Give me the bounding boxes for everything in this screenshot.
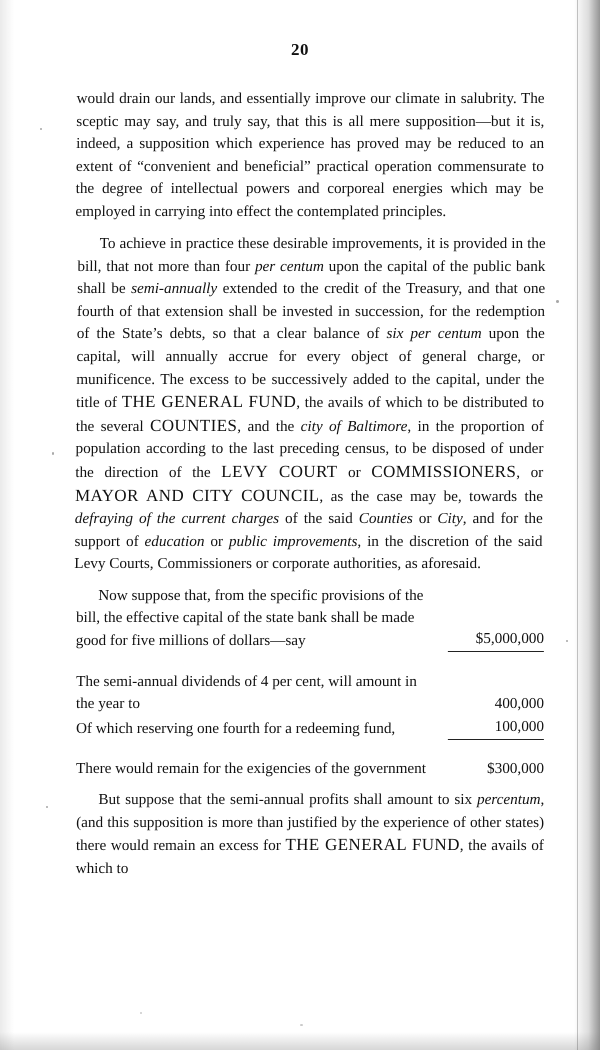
text-run-italic: per centum — [254, 257, 324, 275]
margin-speck — [566, 640, 568, 642]
scan-edge-bottom — [0, 1032, 600, 1050]
text-run-italic-percentum: percentum — [476, 791, 541, 809]
text-run-caps-general-fund: THE GENERAL FUND — [121, 391, 297, 411]
paragraph-bill-provisions — [74, 233, 546, 576]
text-run: To achieve in practice these desirable improvements, it is provided in the bill, that not more than four — [77, 234, 546, 275]
text-run: , (and this supposition is more than justified by the experience of other states) there would remain an excess for — [75, 791, 545, 855]
text-run: of the said — [278, 509, 359, 527]
text-run-italic-counties: Counties — [358, 509, 413, 527]
text-run: But suppose that the semi-annual profits shall amount to six — [98, 791, 478, 809]
text-run: , the avails of which to be distributed to the several — [75, 393, 545, 435]
accounting-row — [76, 585, 544, 652]
text-run: or — [204, 532, 230, 550]
page-speck — [140, 1012, 142, 1014]
scan-edge-left — [0, 0, 14, 1050]
accounting-table — [76, 585, 544, 780]
margin-speck — [46, 806, 48, 808]
text-run-italic: semi-annually — [131, 279, 218, 297]
text-run-italic-city: City — [437, 509, 463, 527]
accounting-group-dividends — [76, 671, 544, 740]
accounting-row-label: Of which reserving one fourth for a redeeming fund, — [75, 719, 396, 737]
text-run: , the avails of which to — [75, 837, 544, 878]
text-run-caps-commissioners: COMMISSIONERS — [371, 461, 517, 481]
accounting-row-amount: 100,000 — [448, 716, 544, 740]
accounting-spacer — [76, 744, 544, 758]
body-text-block — [76, 88, 544, 881]
paragraph-opening: would drain our lands, and essentially improve our climate in salubrity. The sceptic may say, and truly say, that this is all mere supposition—but it is, indeed, a supposition which experience has proved may be reduced to an extent of “convenient and beneficial” practical operation commensurate to the degree of intellectual powers and corporeal energies which may be employed in carrying into effect the contemplated principles. — [75, 90, 545, 220]
text-run-italic-education: education — [144, 532, 205, 550]
page-number: 20 — [291, 40, 309, 59]
accounting-group-capital — [76, 585, 544, 652]
accounting-spacer — [76, 657, 544, 671]
accounting-row — [76, 758, 544, 780]
text-run-caps-general-fund: THE GENERAL FUND — [285, 835, 460, 855]
margin-speck — [52, 452, 54, 455]
text-run: , and for the support of — [74, 509, 543, 550]
accounting-row-label: Now suppose that, from the specific provisions of the bill, the effective capital of the state bank shall be made good for five millions of dollars—say — [75, 587, 424, 650]
text-run-caps-levy-court: LEVY COURT — [221, 461, 338, 481]
accounting-row — [76, 716, 544, 740]
accounting-row-amount: 400,000 — [494, 695, 545, 713]
accounting-row-amount: $300,000 — [486, 759, 545, 777]
text-run-italic-defraying: defraying of the current charges — [74, 509, 280, 527]
accounting-row-label: There would remain for the exigencies of the government — [75, 759, 427, 777]
text-run-caps-counties: COUNTIES — [149, 415, 238, 435]
text-run-caps-mayor-city-council: MAYOR AND CITY COUNCIL — [74, 485, 320, 505]
accounting-row-label: The semi-annual dividends of 4 per cent, will amount in the year to — [75, 672, 418, 713]
text-run: , in the proportion of population according to the last preceding census, to be disposed of under the direction of the — [75, 417, 544, 481]
text-run: or — [412, 509, 438, 527]
text-run: , and the — [237, 417, 301, 435]
text-run: upon the capital, will annually accrue for every object of general charge, or munificence. The excess to be successively added to the capital, under the title of — [75, 324, 545, 411]
margin-speck — [556, 300, 559, 303]
text-run-italic-baltimore: city of Baltimore — [300, 417, 408, 435]
page-speck — [300, 1024, 303, 1026]
text-run: extended to the credit of the Treasury, and that one fourth of that extension shall be invested in succession, for the redemption of the State’s debts, so that a clear balance of — [76, 279, 546, 342]
text-run-italic-public-improvements: public improvements — [228, 532, 358, 550]
accounting-row — [76, 671, 544, 716]
text-run: upon the capital of the public bank shall be — [77, 257, 546, 297]
text-run: or — [337, 463, 372, 481]
paragraph-closing — [76, 789, 545, 880]
accounting-row-amount: $5,000,000 — [448, 628, 544, 652]
accounting-group-remainder — [76, 758, 544, 780]
text-run-italic: six per centum — [386, 324, 482, 342]
text-run: , as the case may be, towards the — [319, 487, 544, 505]
page-gutter-line — [577, 0, 578, 1050]
text-run: , or — [516, 463, 544, 481]
margin-speck — [40, 128, 42, 130]
text-run: , in the discretion of the said Levy Courts, Commissioners or corporate authorities, as aforesaid. — [74, 532, 543, 572]
